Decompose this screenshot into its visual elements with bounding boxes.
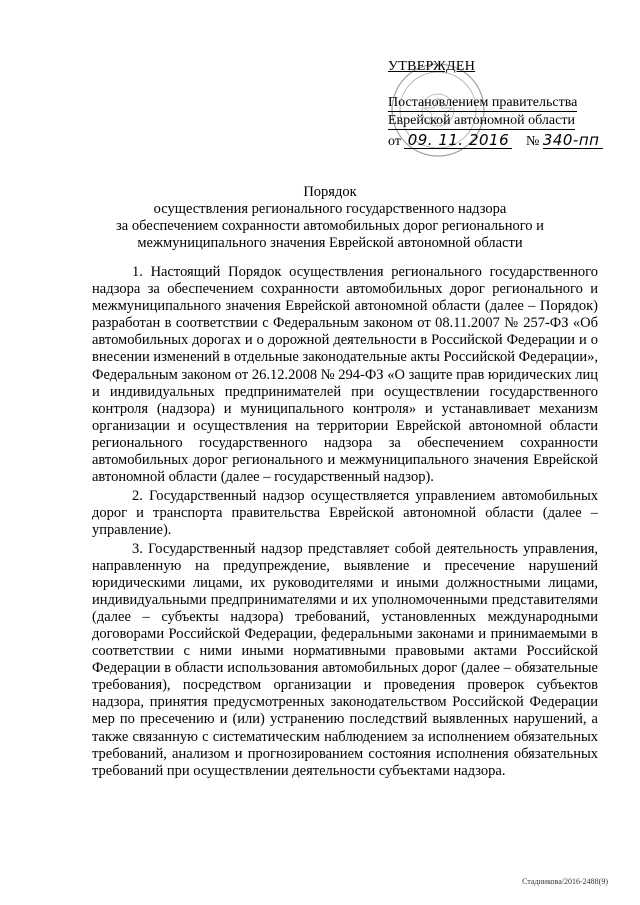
paragraph-1: 1. Настоящий Порядок осуществления регионального государственного надзора за обеспечением сохранности автомобильных дорог регионального и межмуниципального значения Еврейской автономной области (далее – Порядок) разработан в соответствии с Федеральным законом от 08.11.2007 № 257-ФЗ «Об автомобильных дорогах и о дорожной деятельности в Российской Федерации и о внесении изменений в отдельные законодательные акты Российской Федерации», Федеральным законом от 26.12.2008 № 294-ФЗ «О защите прав юридических лиц и индивидуальных предпринимателей при осуществлении государственного контроля (надзора) и муниципального контроля» и устанавливает механизм организации и осуществления на территории Еврейской автономной области регионального государственного надзора за обеспечением сохранности автомобильных дорог регионального и межмуниципального значения Еврейской автономной области (далее – государственный надзор). bbox=[92, 264, 598, 486]
title-line-3: за обеспечением сохранности автомобильных дорог регионального и bbox=[116, 218, 544, 234]
title-line-1: Порядок bbox=[303, 184, 357, 200]
approval-region-line bbox=[388, 112, 628, 130]
approval-date-line bbox=[388, 132, 628, 151]
approval-block bbox=[388, 58, 628, 151]
approval-date-prefix: от bbox=[388, 134, 401, 149]
approval-number-prefix: № bbox=[525, 134, 540, 149]
document-title bbox=[60, 184, 600, 252]
approval-decree-line bbox=[388, 94, 628, 112]
approval-date: 09. 11. 2016 bbox=[404, 132, 512, 149]
paragraph-2: 2. Государственный надзор осуществляется управлением автомобильных дорог и транспорта правительства Еврейской автономной области (далее – управление). bbox=[92, 487, 598, 538]
approval-decree-text: Постановлением правительства bbox=[388, 95, 578, 110]
title-line-4: межмуниципального значения Еврейской автономной области bbox=[137, 235, 523, 251]
paragraph-3: 3. Государственный надзор представляет собой деятельность управления, направленную на предупреждение, выявление и пресечение нарушений юридическими лицами, их руководителями и иными должностными лицами, индивидуальными предпринимателями и их уполномоченными представителями (далее – субъекты надзора) требований, установленных международными договорами Российской Федерации, федеральными законами и принимаемыми в соответствии с ними иными нормативными правовыми актами Российской Федерации в области использования автомобильных дорог (далее – обязательные требования), посредством организации и проведения проверок субъектов надзора, принятия предусмотренных законодательством Российской Федерации мер по пресечению и (или) устранению последствий выявленных нарушений, а также связанную с систематическим наблюдением за исполнением обязательных требований, анализом и прогнозированием состояния исполнения обязательных требований при осуществлении деятельности субъектами надзора. bbox=[92, 540, 598, 779]
approval-heading: УТВЕРЖДЕН bbox=[388, 59, 476, 74]
document-body bbox=[92, 264, 598, 781]
approval-number: 340-пп bbox=[543, 132, 603, 149]
approval-region-text: Еврейской автономной области bbox=[388, 113, 575, 128]
footer-reference: Стадникова/2016-2488(9) bbox=[522, 877, 608, 886]
title-line-2: осуществления регионального государственного надзора bbox=[153, 201, 507, 217]
